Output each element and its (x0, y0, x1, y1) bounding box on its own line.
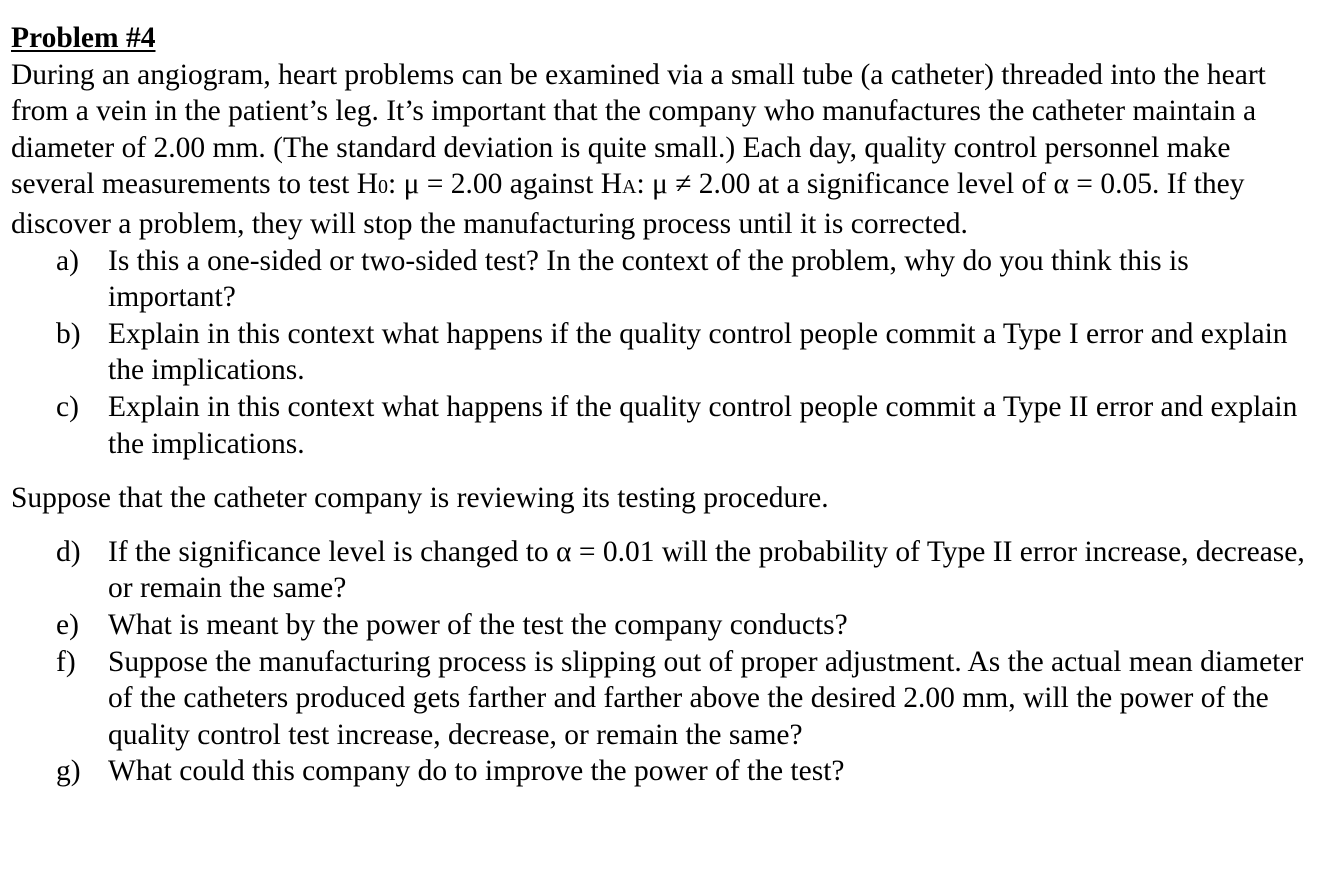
question-marker: a) (56, 244, 79, 277)
question-text: Explain in this context what happens if the quality control people commit a Type I error and explain the implications. (108, 317, 1288, 387)
question-item (11, 316, 1313, 389)
question-marker: c) (56, 390, 79, 423)
null-subscript: 0 (378, 176, 388, 199)
question-marker: g) (56, 755, 81, 788)
question-text: What could this company do to improve the power of the test? (108, 755, 845, 788)
question-marker: f) (56, 645, 76, 678)
problem-intro (11, 57, 1316, 243)
intro-text-3: : μ ≠ 2.00 at a significance level of α = 0.05. If they discover a problem, they will stop the manufacturing process until it is corrected. (11, 168, 1245, 240)
question-marker: d) (56, 535, 81, 568)
question-list-2 (11, 534, 1316, 790)
intro-text-1: During an angiogram, heart problems can be examined via a small tube (a catheter) threaded into the heart from a vein in the patient’s leg. It’s important that the company who manufactures the catheter maintain a diameter of 2.00 mm. (The standard deviation is quite small.) Each day, quality control personnel make several measurements to test H (11, 58, 1266, 201)
question-text: Suppose the manufacturing process is slipping out of proper adjustment. As the actual mean diameter of the catheters produced gets farther and farther above the desired 2.00 mm, will the power of the quality control test increase, decrease, or remain the same? (108, 645, 1304, 751)
problem-title: Problem #4 (11, 22, 156, 54)
spacer (11, 517, 1316, 534)
question-item (11, 644, 1313, 754)
question-text: Explain in this context what happens if the quality control people commit a Type II error and explain the implications. (108, 390, 1298, 460)
question-item (11, 753, 1313, 790)
transition-text: Suppose that the catheter company is reviewing its testing procedure. (11, 482, 829, 515)
question-marker: b) (56, 317, 81, 350)
question-item (11, 389, 1313, 462)
question-item (11, 607, 1313, 644)
question-list-1 (11, 243, 1316, 463)
question-text: If the significance level is changed to α = 0.01 will the probability of Type II error increase, decrease, or remain the same? (108, 535, 1305, 605)
question-item (11, 534, 1313, 607)
spacer (11, 462, 1316, 480)
question-item (11, 243, 1313, 316)
alt-subscript: A (622, 176, 637, 199)
question-marker: e) (56, 608, 79, 641)
question-text: Is this a one-sided or two-sided test? In the context of the problem, why do you think this is important? (108, 244, 1189, 314)
question-text: What is meant by the power of the test the company conducts? (108, 608, 848, 641)
intro-text-2: : μ = 2.00 against H (388, 168, 623, 201)
